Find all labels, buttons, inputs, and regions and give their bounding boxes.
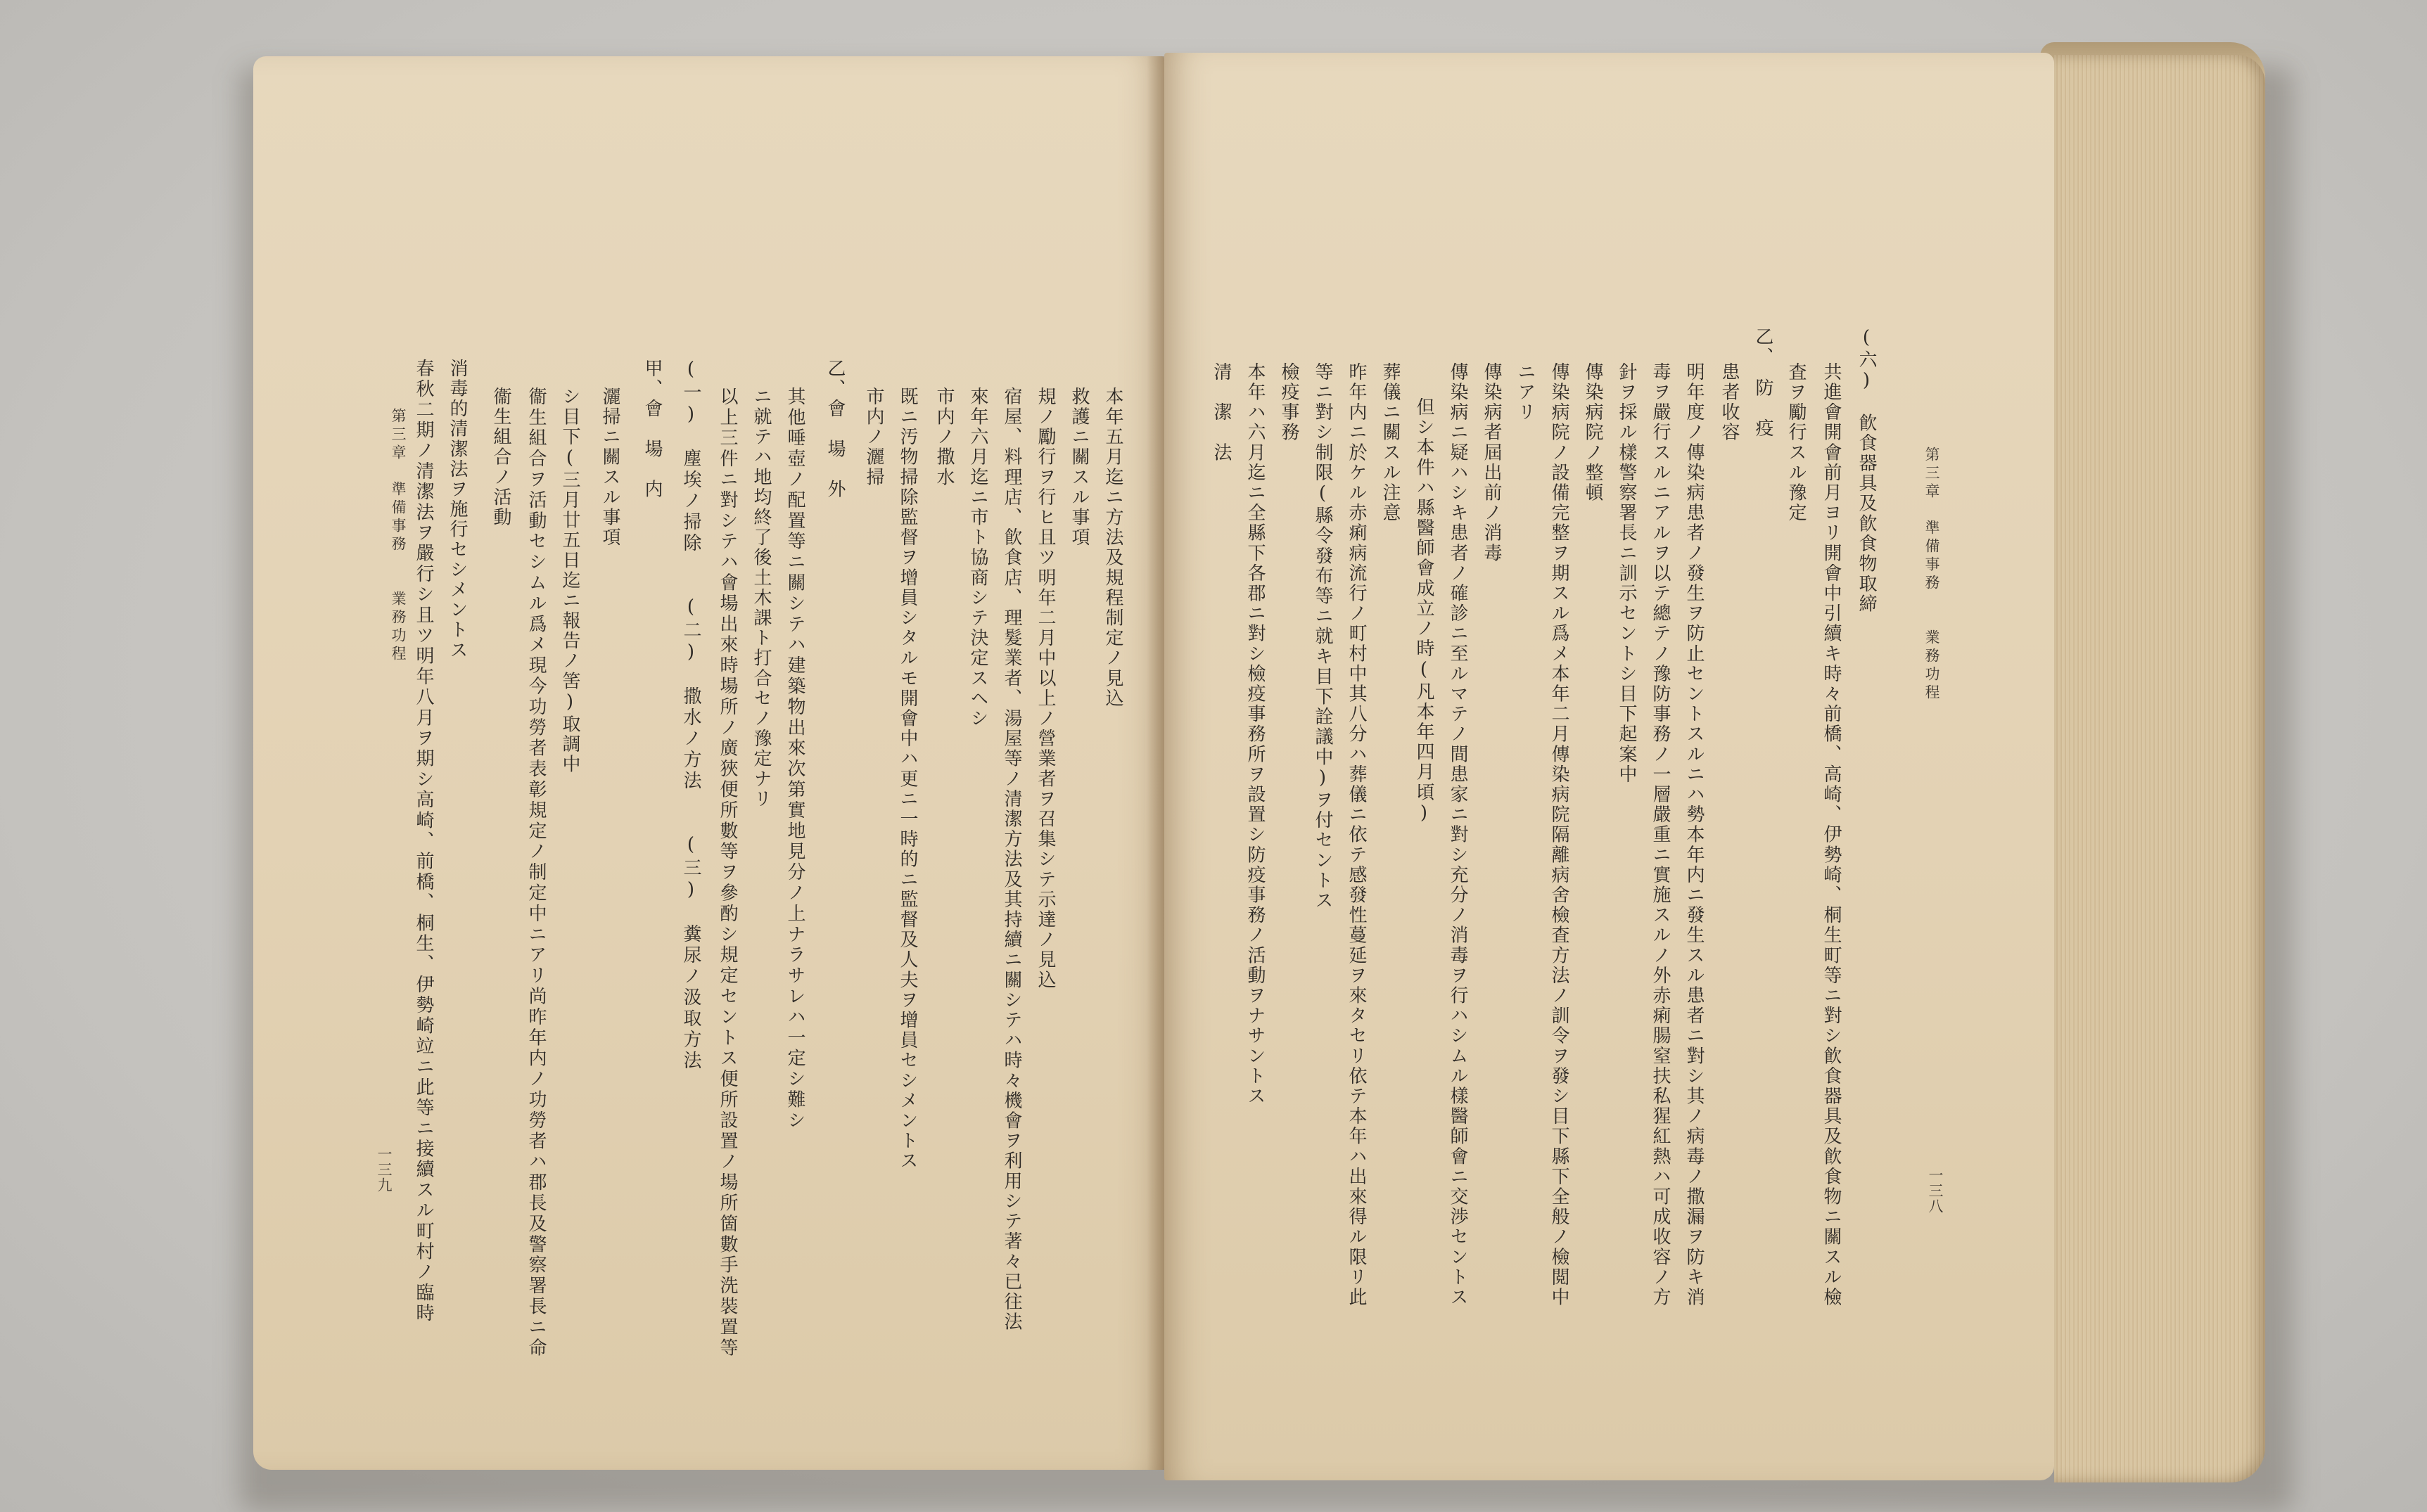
left-line-11: 其他唾壺ノ配置等ニ關シテハ建築物出來次第實地見分ノ上ナラサレハ一定シ難シ [784,387,805,1132]
left-line-20: 本年五月迄ニ方法及規程制定ノ見込 [1102,387,1123,709]
right-line-19: 本年ハ六月迄ニ全縣下各郡ニ對シ檢疫事務所ヲ設置シ防疫事務ノ活動ヲナサントス [1244,362,1266,1107]
right-page [1164,53,2054,1480]
left-line-19: 救護ニ關スル事項 [1069,387,1090,548]
right-line-6: 明年度ノ傳染病患者ノ發生ヲ防止セントスルニハ勢本年内ニ發生スル患者ニ對シ其ノ病毒ノ撒漏ヲ防キ消 [1683,362,1705,1308]
right-line-13: 傳染病ニ疑ハシキ患者ノ確診ニ至ルマテノ間患家ニ對シ充分ノ消毒ヲ行ハシムル樣醫師會ニ交渉セントス [1447,362,1468,1308]
left-line-7: 甲、會 場 内 [642,359,663,500]
right-line-7: 毒ヲ嚴行スルニアルヲ以テ總テノ豫防事務ノ一層嚴重ニ實施スルノ外赤痢腸窒扶私猩紅熱ハ可成收容ノ方 [1650,362,1671,1308]
right-line-3: 査ヲ勵行スル豫定 [1785,362,1807,523]
left-line-15: 市内ノ撒水 [934,387,955,487]
right-line-12: 傳染病者屆出前ノ消毒 [1481,362,1502,563]
right-line-4: 乙、 防 疫 [1752,327,1773,439]
left-line-2: 消毒的清潔法ヲ施行セシメントス [447,359,468,660]
left-line-4: 衞生組合ヲ活動セシムル爲メ現今功勞者表彰規定ノ制定中ニアリ尚昨年内ノ功勞者ハ郡長及警察署長ニ命 [525,387,547,1359]
right-line-9: 傳染病院ノ整頓 [1582,362,1603,504]
left-line-5: シ目下(三月廿五日迄ニ報告ノ筈)取調中 [559,387,580,775]
left-line-9: 以上三件ニ對シテハ會場出來時場所ノ廣狹便所數等ヲ參酌シ規定セントス便所設置ノ場所箇數手洗裝置等 [717,387,738,1359]
right-line-20: 清 潔 法 [1211,362,1232,463]
right-line-11: ニアリ [1515,362,1536,423]
left-line-13: 市内ノ灑掃 [863,387,884,487]
left-line-1: 春秋二期ノ清潔法ヲ嚴行シ且ツ明年八月ヲ期シ高崎、前橋、桐生、伊勢崎竝ニ此等ニ接續スル町村ノ臨時 [413,359,434,1324]
page-edges [2054,55,2265,1482]
right-line-17: 等ニ對シ制限(縣令發布等ニ就キ目下詮議中)ヲ付セントス [1312,362,1333,911]
left-line-16: 來年六月迄ニ市ト協商シテ決定スヘシ [967,387,988,729]
left-line-17: 宿屋、料理店、飮食店、理髮業者、湯屋等ノ清潔方法及其持續ニ關シテハ時々機會ヲ利用シテ著々已往法 [1001,387,1022,1333]
right-line-14: 但シ本件ハ縣醫師會成立ノ時(凡本年四月頃) [1413,397,1434,826]
right-line-1: (六) 飮食器具及飮食物取締 [1856,327,1877,615]
left-line-14: 既ニ汚物掃除監督ヲ增員シタルモ開會中ハ更ニ一時的ニ監督及人夫ヲ增員セシメントス [897,387,918,1172]
right-line-8: 針ヲ採ル樣警察署長ニ訓示セントシ目下起案中 [1616,362,1637,785]
right-line-5: 患者收容 [1719,362,1740,443]
right-line-18: 檢疫事務 [1278,362,1299,443]
left-line-12: 乙、會 場 外 [824,359,846,500]
left-page [253,56,1164,1470]
left-line-8: (一) 塵埃ノ掃除 (二) 撒水ノ方法 (三) 糞尿ノ汲取方法 [680,359,701,1072]
left-page-footer: 第三章 準備事務 業務功程 [390,408,407,664]
right-line-2: 共進會開會前月ヨリ開會中引續キ時々前橋、高崎、伊勢崎、桐生町等ニ對シ飮食器具及飮食物ニ關スル檢 [1821,362,1842,1308]
left-line-18: 規ノ勵行ヲ行ヒ且ツ明年二月中以上ノ營業者ヲ召集シテ示達ノ見込 [1035,387,1056,990]
right-page-number: 一三八 [1927,1167,1944,1214]
right-line-10: 傳染病院ノ設備完整ヲ期スル爲メ本年二月傳染病院隔離病舍檢査方法ノ訓令ヲ發シ目下縣下全般ノ檢閲中 [1548,362,1569,1308]
right-page-header: 第三章 準備事務 業務功程 [1923,447,1940,703]
left-line-10: ニ就テハ地均終了後土木課ト打合セノ豫定ナリ [751,387,772,809]
left-page-number: 一三九 [376,1146,393,1193]
right-line-16: 昨年内ニ於ケル赤痢病流行ノ町村中其八分ハ葬儀ニ依テ感發性蔓延ヲ來タセリ依テ本年ハ出來得ル限リ此 [1346,362,1367,1308]
left-line-3: 衞生組合ノ活動 [490,387,511,528]
left-line-6: 灑掃ニ關スル事項 [599,387,620,548]
right-line-15: 葬儀ニ關スル注意 [1380,362,1401,523]
